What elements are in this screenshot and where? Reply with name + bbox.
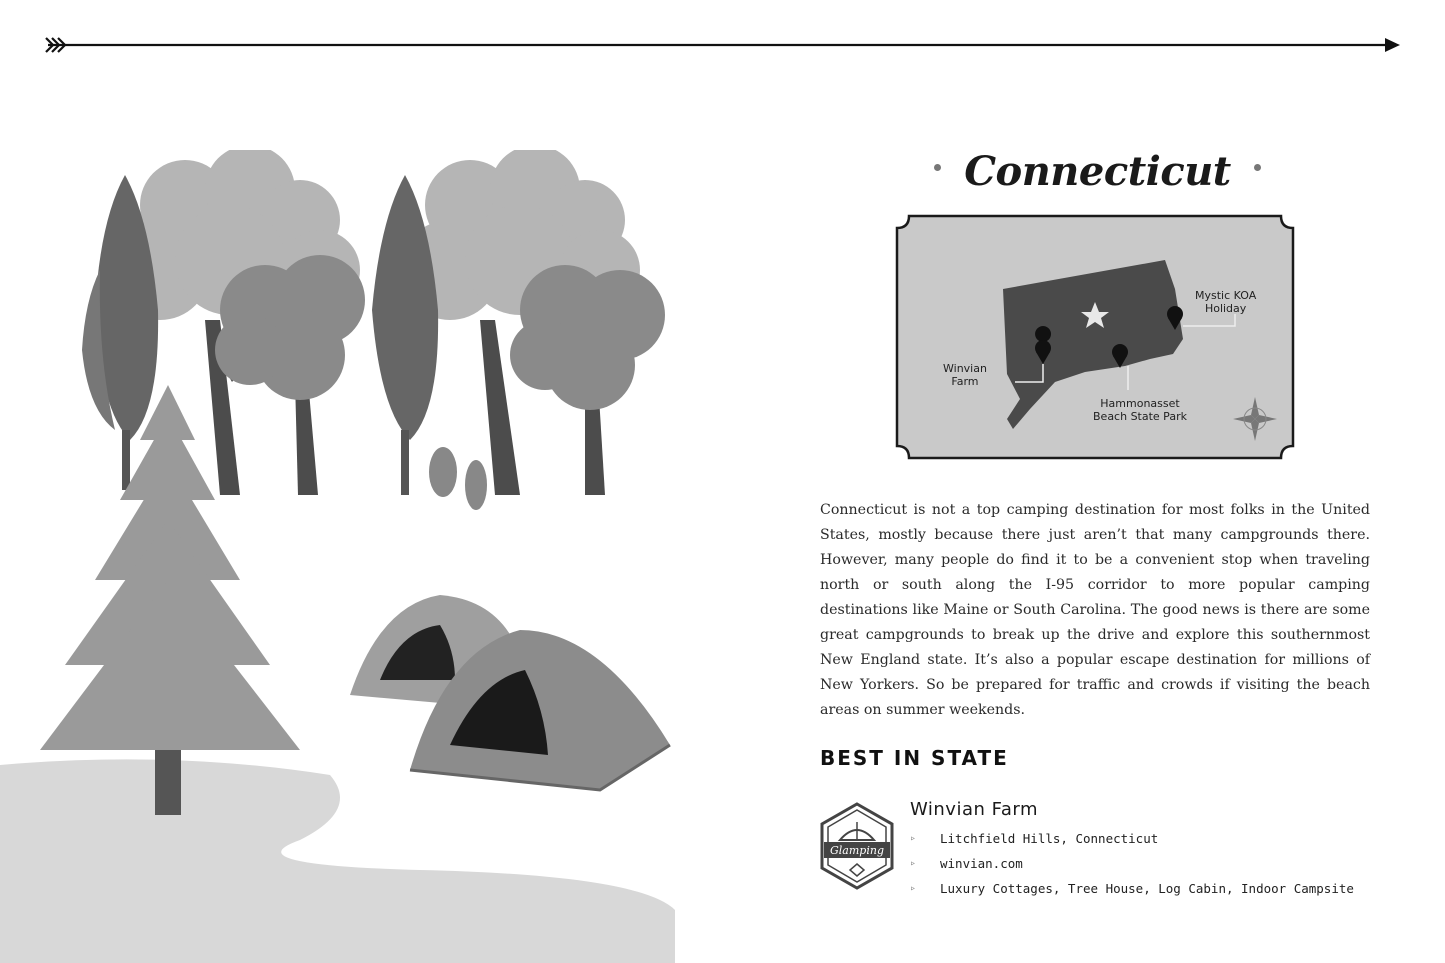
arrow-divider [40, 30, 1405, 60]
site-name: Winvian Farm [910, 799, 1038, 820]
bullet-arrow-icon: ▹ [910, 858, 917, 869]
svg-text:Glamping: Glamping [830, 844, 884, 857]
deciduous-tree-mid-right [510, 265, 665, 410]
campsite-illustration [0, 150, 690, 963]
bullet-arrow-icon: ▹ [910, 883, 917, 894]
map-label-hammonasset: Hammonasset Beach State Park [1093, 397, 1187, 423]
cypress-tree-right [372, 175, 438, 495]
ground-patch [0, 759, 675, 963]
small-shrubs [429, 447, 487, 510]
bullet-arrow-icon: ▹ [910, 833, 917, 844]
state-description: Connecticut is not a top camping destination for most folks in the United States, mostly because there just aren’t that many campgrounds there. However, many people do find it to be a convenient stop when traveling north or south along the I-95 corridor to more popular camping destinations like Maine or South Carolina. The good news is there are some great campgrounds to break up the drive and explore this southernmost New England state. It’s also a popular escape destination for millions of New Yorkers. So be prepared for traffic and crowds if visiting the beach areas on summer weekends. [820, 502, 1370, 718]
best-in-state-heading: BEST IN STATE [820, 746, 1009, 770]
map-label-winvian: Winvian Farm [943, 362, 987, 388]
site-website: ▹ winvian.com [910, 851, 1354, 876]
state-title [900, 148, 1295, 210]
pine-tree [40, 385, 300, 815]
deciduous-tree-mid-left [215, 255, 365, 400]
title-ornament-dot-left [934, 164, 941, 171]
state-name: Connecticut [964, 148, 1231, 195]
title-ornament-dot-right [1254, 164, 1261, 171]
site-accommodations: ▹ Luxury Cottages, Tree House, Log Cabin, Indoor Campsite [910, 876, 1354, 901]
map-label-mystic: Mystic KOA Holiday [1195, 289, 1257, 315]
site-location: ▹ Litchfield Hills, Connecticut [910, 826, 1354, 851]
site-details-list [910, 826, 1354, 901]
state-map [895, 214, 1295, 460]
glamping-badge-icon [818, 802, 896, 890]
map-graphic [895, 214, 1295, 460]
